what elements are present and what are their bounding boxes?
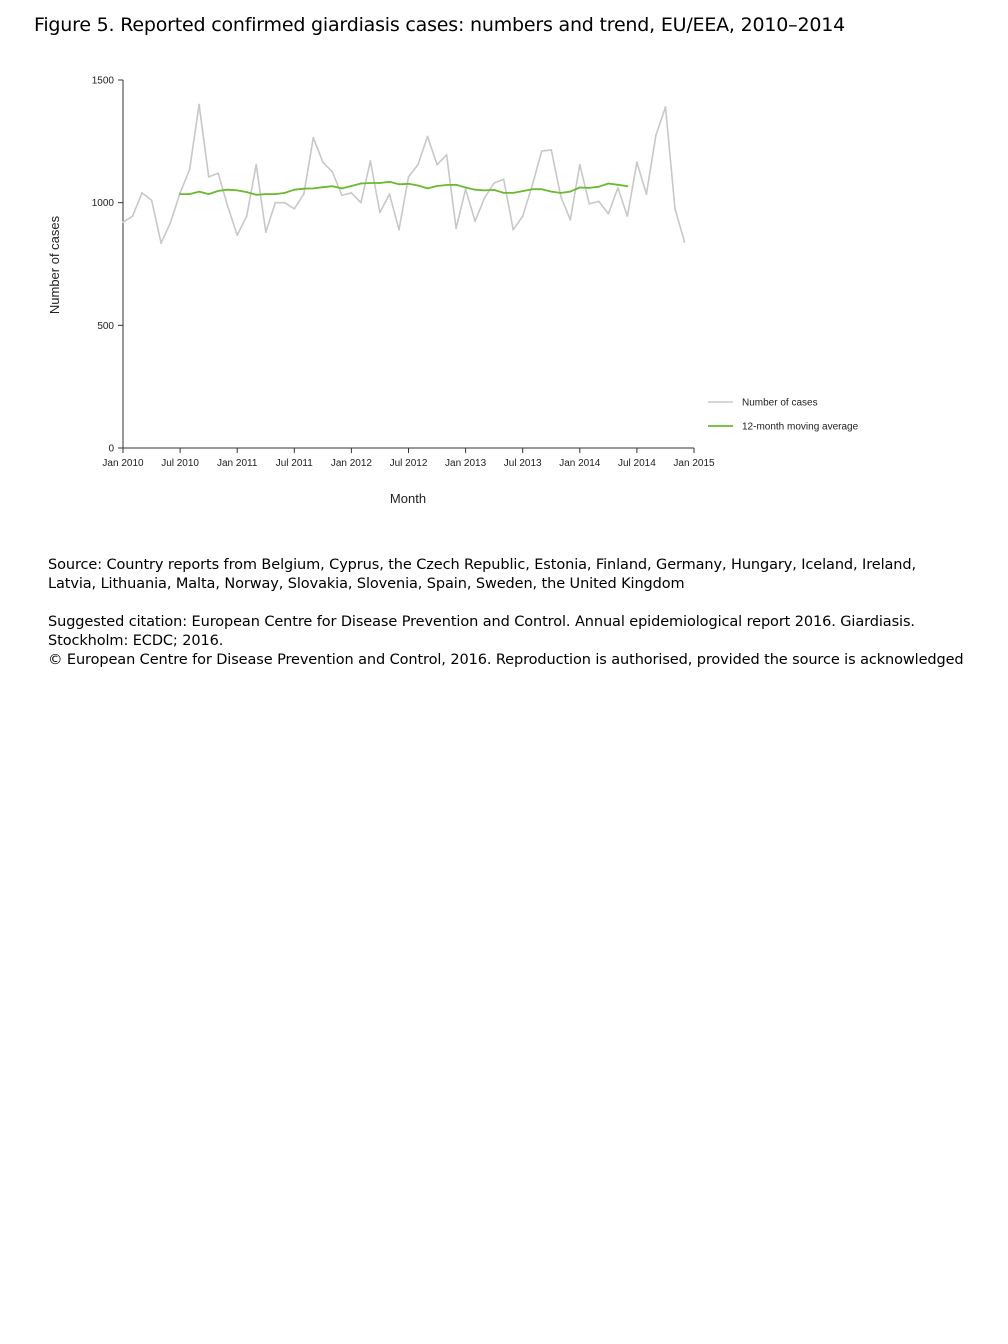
moving-average-point <box>417 185 419 187</box>
cases-point <box>550 149 552 151</box>
copyright-note: © European Centre for Disease Prevention and Control, 2016. Reproduction is authorised, provided the source is acknowledged <box>48 652 964 668</box>
x-tick-label: Jul 2010 <box>161 458 200 469</box>
y-tick-label: 500 <box>97 320 114 332</box>
x-tick-label: Jul 2011 <box>275 458 313 469</box>
moving-average-point <box>484 190 486 192</box>
cases-point <box>522 215 524 217</box>
cases-point <box>322 161 324 163</box>
cases-point <box>341 194 343 196</box>
cases-point <box>636 161 638 163</box>
cases-point <box>284 202 286 204</box>
moving-average-point <box>455 184 457 186</box>
cases-point <box>541 150 543 152</box>
moving-average-point <box>274 193 276 195</box>
y-tick-label: 1000 <box>91 198 114 210</box>
cases-point <box>408 176 410 178</box>
moving-average-point <box>436 185 438 187</box>
cases-point <box>255 164 257 166</box>
cases-point <box>331 171 333 173</box>
cases-point <box>484 197 486 199</box>
cases-point <box>607 213 609 215</box>
cases-point <box>446 154 448 156</box>
moving-average-point <box>446 184 448 186</box>
moving-average-point <box>331 185 333 187</box>
moving-average-point <box>607 183 609 185</box>
moving-average-point <box>626 185 628 187</box>
y-axis-title: Number of cases <box>47 215 62 315</box>
moving-average-point <box>493 189 495 191</box>
series-layer <box>122 104 685 244</box>
source-note: Source: Country reports from Belgium, Cyprus, the Czech Republic, Estonia, Finland, Germany, Hungary, Iceland, Ireland, Latvia, Lithuania, Malta, Norway, Slovakia, Slovenia, Spain, Sweden, the United Kingdom <box>48 557 917 592</box>
cases-point <box>274 202 276 204</box>
moving-average-point <box>474 189 476 191</box>
cases-point <box>217 172 219 174</box>
cases-point <box>122 221 124 223</box>
legend-label-cases: Number of cases <box>742 397 818 409</box>
cases-point <box>427 136 429 138</box>
moving-average-point <box>379 182 381 184</box>
figure-title: Figure 5. Reported confirmed giardiasis cases: numbers and trend, EU/EEA, 2010–2014 <box>34 14 846 36</box>
moving-average-point <box>351 185 353 187</box>
cases-point <box>141 192 143 194</box>
moving-average-point <box>208 193 210 195</box>
moving-average-point <box>617 184 619 186</box>
moving-average-point <box>189 193 191 195</box>
cases-point <box>198 104 200 106</box>
x-axis-title: Month <box>389 491 427 506</box>
moving-average-point <box>179 193 181 195</box>
x-tick-label: Jul 2014 <box>617 458 656 469</box>
moving-average-point <box>284 192 286 194</box>
cases-point <box>379 212 381 214</box>
cases-point <box>132 215 134 217</box>
cases-point <box>170 221 172 223</box>
moving-average-point <box>303 188 305 190</box>
moving-average-point <box>360 183 362 185</box>
cases-series-line <box>123 105 685 244</box>
cases-point <box>189 169 191 171</box>
cases-point <box>398 229 400 231</box>
moving-average-point <box>503 192 505 194</box>
legend-label-moving-average: 12-month moving average <box>742 421 859 433</box>
cases-point <box>674 208 676 210</box>
moving-average-point <box>227 189 229 191</box>
x-axis <box>102 448 715 469</box>
cases-point <box>208 176 210 178</box>
moving-average-point <box>217 190 219 192</box>
cases-point <box>474 220 476 222</box>
line-chart <box>0 0 1008 530</box>
cases-point <box>655 134 657 136</box>
moving-average-point <box>541 188 543 190</box>
cases-point <box>227 205 229 207</box>
x-tick-label: Jan 2014 <box>559 458 601 469</box>
moving-average-point <box>398 183 400 185</box>
moving-average-point <box>322 186 324 188</box>
cases-point <box>160 242 162 244</box>
moving-average-point <box>246 191 248 193</box>
cases-point <box>531 185 533 187</box>
x-tick-label: Jan 2010 <box>102 458 144 469</box>
cases-point <box>579 164 581 166</box>
moving-average-point <box>293 189 295 191</box>
cases-point <box>265 231 267 233</box>
cases-point <box>684 241 686 243</box>
moving-average-point <box>255 194 257 196</box>
cases-point <box>293 208 295 210</box>
cases-point <box>455 228 457 230</box>
cases-point <box>560 196 562 198</box>
moving-average-point <box>569 191 571 193</box>
x-tick-label: Jan 2011 <box>216 458 258 469</box>
moving-average-point <box>465 187 467 189</box>
moving-average-point <box>522 190 524 192</box>
y-tick-label: 0 <box>108 443 114 455</box>
x-tick-label: Jan 2012 <box>330 458 372 469</box>
cases-point <box>588 203 590 205</box>
cases-point <box>665 106 667 108</box>
cases-point <box>512 229 514 231</box>
moving-average-point <box>512 192 514 194</box>
moving-average-point <box>408 183 410 185</box>
cases-point <box>646 193 648 195</box>
y-axis <box>92 76 123 455</box>
x-tick-label: Jul 2012 <box>389 458 428 469</box>
moving-average-point <box>579 187 581 189</box>
moving-average-point <box>236 190 238 192</box>
moving-average-point <box>198 191 200 193</box>
x-tick-label: Jul 2013 <box>503 458 542 469</box>
moving-average-point <box>341 188 343 190</box>
moving-average-point <box>588 187 590 189</box>
moving-average-point <box>598 186 600 188</box>
cases-point <box>246 215 248 217</box>
cases-point <box>503 178 505 180</box>
cases-point <box>626 215 628 217</box>
moving-average-point <box>312 188 314 190</box>
cases-point <box>569 219 571 221</box>
cases-point <box>370 160 372 162</box>
citation-note: Suggested citation: European Centre for Disease Prevention and Control. Annual epidemiological report 2016. Giardiasis. Stockholm: ECDC; 2016. <box>48 614 915 649</box>
cases-point <box>598 201 600 203</box>
moving-average-point <box>427 188 429 190</box>
cases-point <box>389 193 391 195</box>
cases-point <box>351 192 353 194</box>
x-tick-label: Jan 2015 <box>673 458 715 469</box>
moving-average-point <box>550 191 552 193</box>
cases-point <box>236 234 238 236</box>
moving-average-point <box>389 181 391 183</box>
cases-point <box>617 187 619 189</box>
moving-average-point <box>560 192 562 194</box>
moving-average-point <box>370 182 372 184</box>
cases-point <box>151 199 153 201</box>
cases-point <box>303 193 305 195</box>
cases-point <box>417 164 419 166</box>
cases-point <box>360 202 362 204</box>
cases-point <box>312 137 314 139</box>
y-tick-label: 1500 <box>91 75 114 87</box>
cases-point <box>493 182 495 184</box>
figure-notes <box>48 556 968 670</box>
cases-point <box>436 164 438 166</box>
legend <box>708 398 859 433</box>
moving-average-point <box>265 193 267 195</box>
moving-average-point <box>531 188 533 190</box>
x-tick-label: Jan 2013 <box>445 458 487 469</box>
